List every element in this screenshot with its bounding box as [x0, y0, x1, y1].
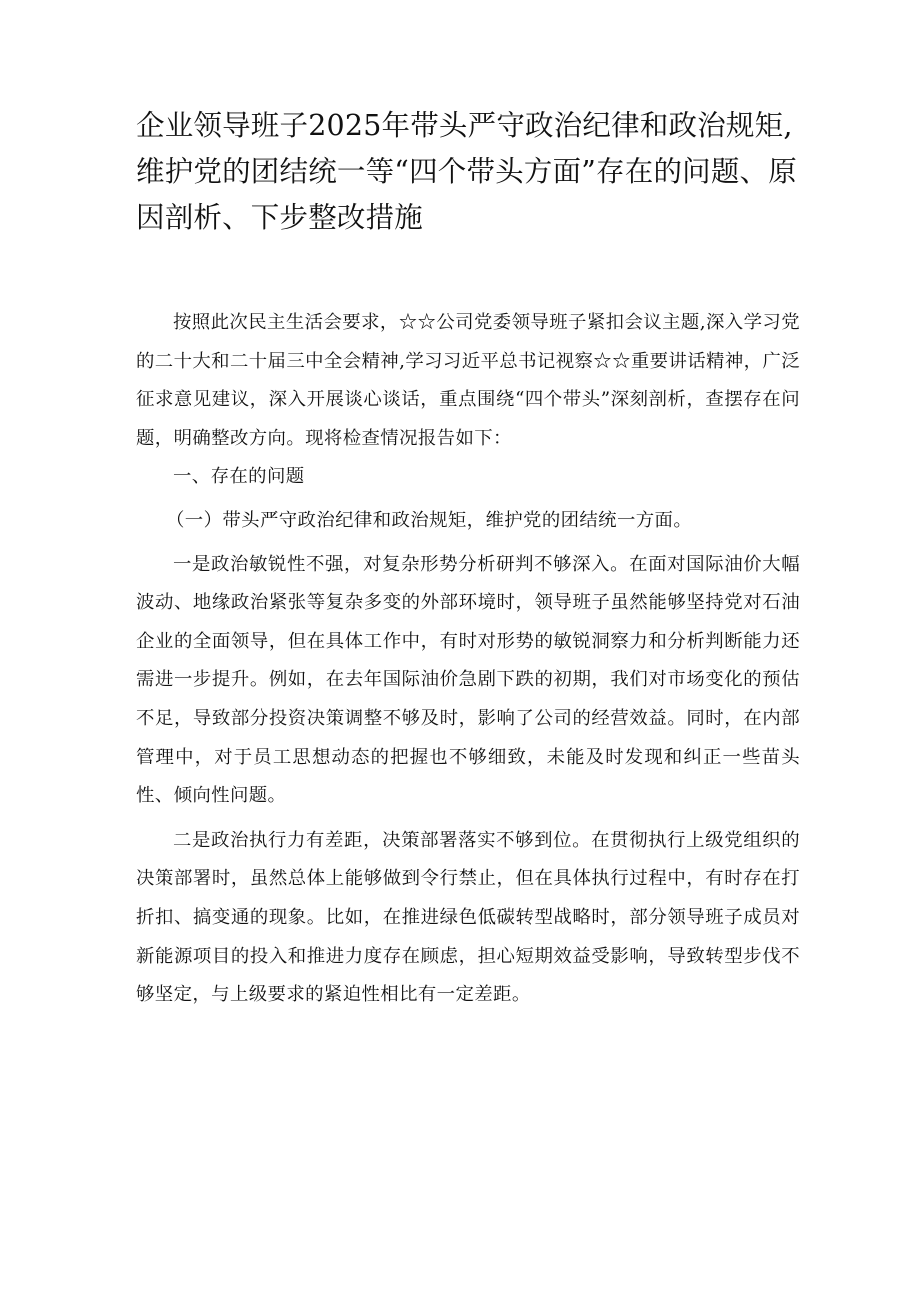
document-title: 企业领导班子2025年带头严守政治纪律和政治规矩,维护党的团结统一等“四个带头方面”存在的问题、原因剖析、下步整改措施: [136, 109, 797, 234]
subsection-heading-discipline: （一）带头严守政治纪律和政治规矩，维护党的团结统一方面。: [166, 509, 693, 531]
problem-paragraph-2: 二是政治执行力有差距，决策部署落实不够到位。在贯彻执行上级党组织的决策部署时，虽然总体上能够做到令行禁止，但在具体执行过程中，有时存在打折扣、搞变通的现象。比如，在推进绿色低碳转型战略时，部分领导班子成员对新能源项目的投入和推进力度存在顾虑，担心短期效益受影响，导致转型步伐不够坚定，与上级要求的紧迫性相比有一定差距。: [136, 829, 800, 1006]
intro-paragraph: 按照此次民主生活会要求，☆☆公司党委领导班子紧扣会议主题,深入学习党的二十大和二十届三中全会精神,学习习近平总书记视察☆☆重要讲话精神，广泛征求意见建议，深入开展谈心谈话，重点围绕“四个带头”深刻剖析，查摆存在问题，明确整改方向。现将检查情况报告如下：: [136, 312, 800, 449]
section-heading-problems: 一、存在的问题: [173, 466, 305, 488]
document-body: [136, 304, 800, 1015]
problem-paragraph-1: 一是政治敏锐性不强，对复杂形势分析研判不够深入。在面对国际油价大幅波动、地缘政治紧张等复杂多变的外部环境时，领导班子虽然能够坚持党对石油企业的全面领导，但在具体工作中，有时对形势的敏锐洞察力和分析判断能力还需进一步提升。例如，在去年国际油价急剧下跌的初期，我们对市场变化的预估不足，导致部分投资决策调整不够及时，影响了公司的经营效益。同时，在内部管理中，对于员工思想动态的把握也不够细致，未能及时发现和纠正一些苗头性、倾向性问题。: [136, 553, 800, 807]
